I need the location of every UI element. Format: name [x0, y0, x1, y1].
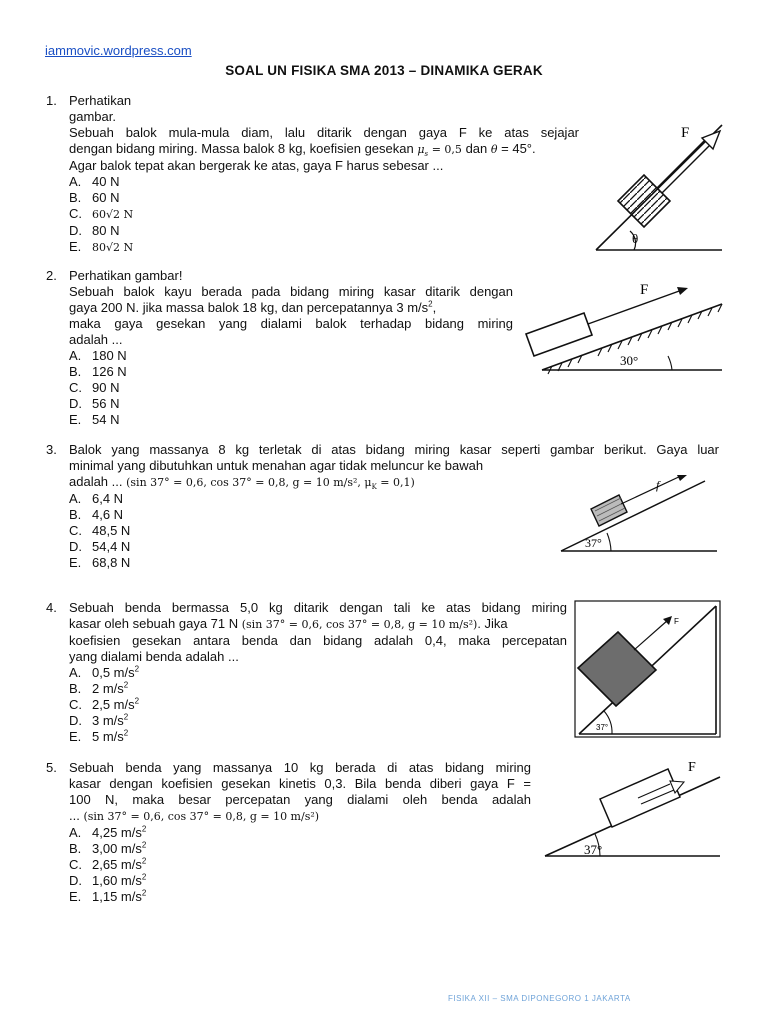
question-text: Sebuah benda bermassa 5,0 kg ditarik dengan tali ke atas bidang miring: [69, 600, 567, 615]
question-text: Sebuah balok kayu berada pada bidang miring kasar ditarik dengan: [69, 284, 513, 299]
question-text: yang dialami benda adalah ...: [69, 649, 239, 664]
question-number: 1.: [46, 93, 57, 108]
given-values: (sin 37° = 0,6, cos 37° = 0,8, g = 10 m/s²): [83, 810, 320, 823]
block: [600, 769, 680, 827]
question-text: maka gaya gesekan yang dialami balok terhadap bidang miring: [69, 316, 513, 331]
arrow-head: [702, 131, 720, 149]
incline-figure-2: [522, 282, 727, 378]
question-text: 100 N, maka besar percepatan yang dialami oleh benda adalah: [69, 792, 531, 807]
question-text: koefisien gesekan antara benda dan bidang adalah 0,4, maka percepatan: [69, 633, 567, 648]
incline-figure-5: [542, 755, 724, 860]
angle-label: 37°: [585, 536, 602, 550]
option-a[interactable]: A. 4,25 $m/s^2$: [69, 824, 147, 840]
question-text: gaya 200 N. jika massa balok 18 kg, dan percepatannya 3 $m/s^2$,: [69, 299, 437, 315]
source-link[interactable]: iammovic.wordpress.com: [45, 43, 192, 58]
option-e[interactable]: E. 80√2 N: [69, 239, 134, 254]
option-b[interactable]: B. 60 N: [69, 190, 120, 205]
angle-label: 30°: [620, 353, 639, 368]
option-b[interactable]: B. 2 $m/s^2$: [69, 680, 129, 696]
option-e[interactable]: E. 1,15 $m/s^2$: [69, 888, 147, 904]
question-text: ... (sin 37° = 0,6, cos 37° = 0,8, g = 10 m/s²): [69, 808, 320, 823]
angle-label: 37°: [596, 723, 609, 732]
question-text: dengan bidang miring. Massa balok 8 kg, koefisien gesekan: [69, 141, 414, 156]
page-title: SOAL UN FISIKA SMA 2013 – DINAMIKA GERAK: [225, 63, 543, 78]
angle-value: = 45°.: [501, 141, 536, 156]
given-values: (sin 37° = 0,6, cos 37° = 0,8, g = 10 m/s², $\mu_K = 0,1$): [126, 476, 415, 492]
friction-symbol: $\mu_s$: [417, 143, 429, 159]
question-text: adalah ... (sin 37° = 0,6, cos 37° = 0,8, g = 10 m/s², $\mu_K = 0,1$): [69, 474, 415, 492]
force-label: F: [674, 617, 679, 626]
option-b[interactable]: B. 4,6 N: [69, 507, 124, 522]
force-label: F: [688, 760, 696, 775]
question-text: Sebuah balok mula-mula diam, lalu ditarik dengan gaya F ke atas sejajar: [69, 125, 579, 140]
question-text: Perhatikan gambar!: [69, 268, 183, 283]
option-a[interactable]: A. 40 N: [69, 174, 120, 189]
question-text: gambar.: [69, 109, 116, 124]
angle-arc: [668, 356, 672, 370]
force-arrow: [657, 137, 708, 188]
arrow-head: [677, 475, 687, 481]
option-d[interactable]: D. 1,60 $m/s^2$: [69, 872, 147, 888]
question-number: 4.: [46, 600, 57, 615]
option-e[interactable]: E. 54 N: [69, 412, 120, 427]
question-text: kasar oleh sebuah gaya 71 N (sin 37° = 0,6, cos 37° = 0,8, g = 10 m/s²). Jika: [69, 616, 508, 631]
question-text: adalah ...: [69, 332, 123, 347]
option-b[interactable]: B. 3,00 $m/s^2$: [69, 840, 147, 856]
option-d[interactable]: D. 80 N: [69, 223, 120, 238]
option-e[interactable]: E. 5 $m/s^2$: [69, 728, 129, 744]
question-text: Perhatikan: [69, 93, 132, 108]
option-c[interactable]: C. 2,5 $m/s^2$: [69, 696, 140, 712]
incline-figure-3: [555, 475, 720, 557]
option-e[interactable]: E. 68,8 N: [69, 555, 131, 570]
option-a[interactable]: A. 0,5 $m/s^2$: [69, 664, 140, 680]
option-c[interactable]: C. 2,65 $m/s^2$: [69, 856, 147, 872]
friction-value: = 0,5: [431, 143, 462, 156]
angle-label: θ: [632, 231, 639, 246]
question-text: dan: [465, 141, 488, 156]
question-text: Balok yang massanya 8 kg terletak di atas bidang miring kasar seperti gambar berikut. Gaya luar: [69, 442, 719, 457]
page-footer: FISIKA XII – SMA DIPONEGORO 1 JAKARTA: [448, 994, 631, 1003]
angle-symbol: θ: [490, 143, 498, 156]
question-number: 3.: [46, 442, 57, 457]
incline-figure-4: [574, 600, 722, 740]
given-values: (sin 37° = 0,6, cos 37° = 0,8, g = 10 m/s²).: [241, 618, 481, 631]
incline-line: [596, 125, 722, 250]
option-b[interactable]: B. 126 N: [69, 364, 127, 379]
option-d[interactable]: D. 54,4 N: [69, 539, 131, 554]
question-text: kasar dengan koefisien gesekan kinetis 0,3. Bila benda diberi gaya F =: [69, 776, 531, 791]
force-arrow: [621, 475, 683, 504]
option-d[interactable]: D. 56 N: [69, 396, 120, 411]
block: [526, 313, 592, 356]
option-d[interactable]: D. 3 $m/s^2$: [69, 712, 129, 728]
incline-line: [561, 481, 705, 551]
angle-arc: [607, 533, 611, 551]
question-number: 2.: [46, 268, 57, 283]
question-text: [69, 141, 579, 158]
force-arrow: [588, 290, 682, 324]
question-text: Sebuah benda yang massanya 10 kg berada di atas bidang miring: [69, 760, 531, 775]
question-number: 5.: [46, 760, 57, 775]
option-c[interactable]: C. 60√2 N: [69, 206, 134, 221]
option-a[interactable]: A. 180 N: [69, 348, 127, 363]
option-c[interactable]: C. 48,5 N: [69, 523, 131, 538]
force-label: f: [656, 478, 660, 492]
force-label: F: [640, 282, 649, 298]
question-text: minimal yang dibutuhkan untuk menahan agar tidak meluncur ke bawah: [69, 458, 484, 473]
arrow-head: [677, 287, 688, 295]
force-label: F: [681, 125, 690, 141]
option-a[interactable]: A. 6,4 N: [69, 491, 124, 506]
angle-label: 37°: [584, 842, 603, 857]
option-c[interactable]: C. 90 N: [69, 380, 120, 395]
incline-figure-1: [588, 123, 728, 257]
question-text: Agar balok tepat akan bergerak ke atas, gaya F harus sebesar ...: [69, 158, 444, 173]
